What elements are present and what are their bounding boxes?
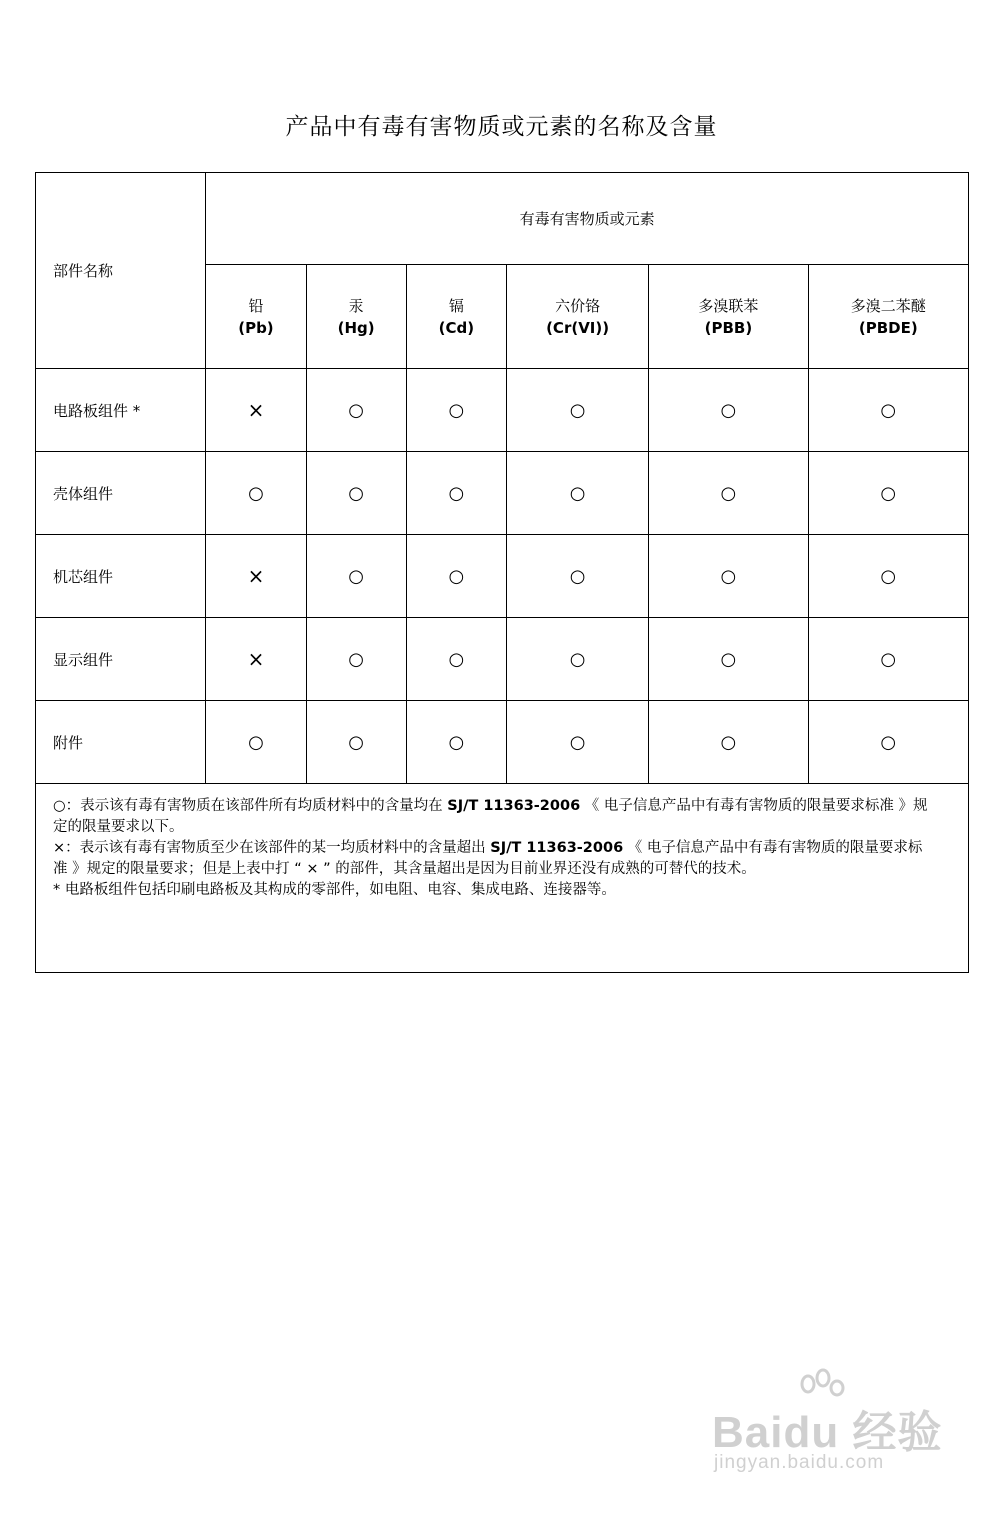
note-star: * 电路板组件包括印刷电路板及其构成的零部件，如电阻、电容、集成电路、连接器等。 [53, 882, 616, 898]
mark-cell: ○ [406, 618, 506, 701]
mark-cell: ○ [406, 701, 506, 784]
substance-header-mercury [306, 265, 406, 369]
note-circle [53, 796, 928, 838]
mark-cell: ○ [649, 535, 808, 618]
notes-row [36, 784, 969, 973]
mark-cell: ○ [306, 535, 406, 618]
part-name-cell: 机芯组件 [36, 535, 206, 618]
table-row [36, 369, 969, 452]
table-row [36, 452, 969, 535]
substance-group-header: 有毒有害物质或元素 [206, 173, 969, 265]
table-row [36, 535, 969, 618]
mark-cell: ○ [506, 701, 648, 784]
mark-cell: ○ [506, 618, 648, 701]
standard-code: SJ/T 11363-2006 [447, 798, 581, 814]
substance-name: 多溴联苯 [698, 296, 759, 315]
mark-cell: × [206, 535, 306, 618]
mark-cell: ○ [206, 701, 306, 784]
mark-cell: ○ [406, 452, 506, 535]
notes-cell [36, 784, 969, 973]
mark-cell: ○ [649, 618, 808, 701]
substance-header-lead [206, 265, 306, 369]
note-cross [53, 838, 928, 880]
substance-header-pbb [649, 265, 808, 369]
mark-cell: ○ [506, 535, 648, 618]
watermark-url: jingyan.baidu.com [714, 1452, 885, 1473]
substance-symbol: (Cd) [438, 318, 475, 337]
substance-symbol: (Pb) [238, 318, 274, 337]
page-title: 产品中有毒有害物质或元素的名称及含量 [285, 114, 718, 140]
mark-cell: ○ [808, 452, 968, 535]
note-circle-text: ○：表示该有毒有害物质在该部件所有均质材料中的含量均在 [53, 798, 443, 814]
mark-cell: ○ [206, 452, 306, 535]
mark-cell: ○ [808, 618, 968, 701]
mark-cell: ○ [306, 452, 406, 535]
part-name-header: 部件名称 [36, 173, 206, 369]
substance-name: 六价铬 [555, 296, 601, 315]
substance-header-chromium [506, 265, 648, 369]
part-name-cell: 显示组件 [36, 618, 206, 701]
mark-cell: ○ [506, 369, 648, 452]
substance-name: 铅 [248, 296, 264, 315]
standard-code: SJ/T 11363-2006 [490, 840, 624, 856]
mark-cell: ○ [406, 369, 506, 452]
mark-cell: ○ [406, 535, 506, 618]
hazardous-substance-table [35, 172, 969, 973]
mark-cell: × [206, 369, 306, 452]
part-name-cell: 附件 [36, 701, 206, 784]
table-row [36, 618, 969, 701]
mark-cell: ○ [649, 369, 808, 452]
table-row [36, 701, 969, 784]
mark-cell: ○ [506, 452, 648, 535]
substance-symbol: (PBB) [704, 318, 753, 337]
substance-name: 多溴二苯醚 [850, 296, 926, 315]
note-circle-text-2: 《 电子信息产品中有毒有害物质的限量要求标准 》规定的限量要求以下。 [53, 798, 928, 835]
substance-header-cadmium [406, 265, 506, 369]
mark-cell: × [206, 618, 306, 701]
substance-name: 镉 [448, 296, 464, 315]
baidu-jingyan-watermark [712, 1368, 952, 1488]
substance-symbol: (Cr(VI)) [546, 318, 610, 337]
mark-cell: ○ [808, 369, 968, 452]
mark-cell: ○ [306, 618, 406, 701]
note-cross-text: ×：表示该有毒有害物质至少在该部件的某一均质材料中的含量超出 [53, 840, 486, 856]
substance-header-pbde [808, 265, 968, 369]
substance-name: 汞 [348, 296, 364, 315]
mark-cell: ○ [649, 701, 808, 784]
mark-cell: ○ [306, 701, 406, 784]
mark-cell: ○ [808, 535, 968, 618]
watermark-brand: Baidu 经验 [712, 1408, 943, 1457]
part-name-cell: 电路板组件 * [36, 369, 206, 452]
part-name-cell: 壳体组件 [36, 452, 206, 535]
mark-cell: ○ [306, 369, 406, 452]
substance-symbol: (PBDE) [858, 318, 918, 337]
mark-cell: ○ [808, 701, 968, 784]
substance-symbol: (Hg) [337, 318, 375, 337]
note-cross-text-2: 《 电子信息产品中有毒有害物质的限量要求标准 》规定的限量要求；但是上表中打 “ × ” 的部件，其含量超出是因为目前业界还没有成熟的可替代的技术。 [53, 840, 923, 877]
mark-cell: ○ [649, 452, 808, 535]
